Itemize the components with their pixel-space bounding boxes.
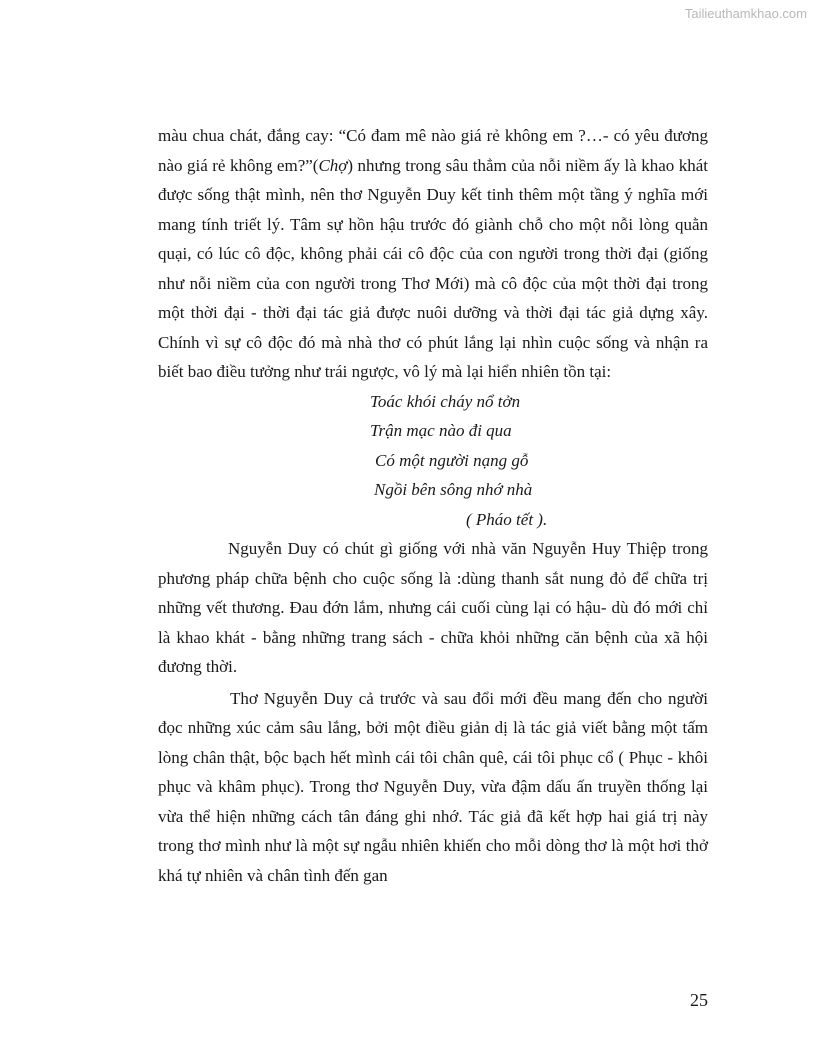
paragraph-1 [158,121,708,387]
poem-line: Trận mạc nào đi qua [370,421,512,440]
paragraph-1-text-end: ) nhưng trong sâu thẳm của nỗi niềm ấy là khao khát được sống thật mình, nên thơ Nguyễn Duy kết tinh thêm một tầng ý nghĩa mới mang tính triết lý. Tâm sự hồn hậu trước đó giành chỗ cho một nỗi lòng quằn quại, có lúc cô độc, không phải cái cô độc của con người trong thời đại (giống như nỗi niềm của con người trong Thơ Mới) mà cô độc của một thời đại trong một thời đại - thời đại tác giả được nuôi dưỡng và thời đại tác giả dựng xây. Chính vì sự cô độc đó mà nhà thơ có phút lắng lại nhìn cuộc sống và nhận ra biết bao điều tưởng như trái ngược, vô lý mà lại hiển nhiên tồn tại: [158,155,708,381]
page-number: 25 [690,990,708,1010]
paragraph-2: Nguyễn Duy có chút gì giống với nhà văn Nguyễn Huy Thiệp trong phương pháp chữa bệnh cho cuộc sống là :dùng thanh sắt nung đỏ để chữa trị những vết thương. Đau đớn lắm, nhưng cái cuối cùng lại có hậu- dù đó mới chỉ là khao khát - bằng những trang sách - chữa khỏi những căn bệnh của xã hội đương thời. [158,539,708,676]
watermark-text: Tailieuthamkhao.com [684,6,807,21]
paragraph-1-text-start: màu chua chát, đắng cay: “Có đam mê nào giá rẻ không em ?…- có yêu đương nào giá rẻ không em?”( [158,126,708,175]
paragraph-3: Thơ Nguyễn Duy cả trước và sau đổi mới đều mang đến cho người đọc những xúc cảm sâu lắng, bởi một điều giản dị là tác giả viết bằng một tấm lòng chân thật, bộc bạch hết mình cái tôi chân quê, cái tôi phục cổ ( Phục - khôi phục và khâm phục). Trong thơ Nguyễn Duy, vừa đậm dấu ấn truyền thống lại vừa thể hiện những cách tân đáng ghi nhớ. Tác giả đã kết hợp hai giá trị này trong thơ mình như là một sự ngẫu nhiên khiến cho mỗi dòng thơ là một hơi thở khá tự nhiên và chân tình đến gan [158,688,708,885]
poem-excerpt [158,387,708,535]
poem-title-cho: Chợ [318,155,348,175]
poem-line: Toác khói cháy nổ tởn [370,391,521,411]
poem-source: ( Pháo tết ). [466,509,548,529]
document-body [158,121,708,890]
poem-line: Có một người nạng gỗ [375,450,529,470]
poem-line: Ngồi bên sông nhớ nhà [374,480,533,499]
